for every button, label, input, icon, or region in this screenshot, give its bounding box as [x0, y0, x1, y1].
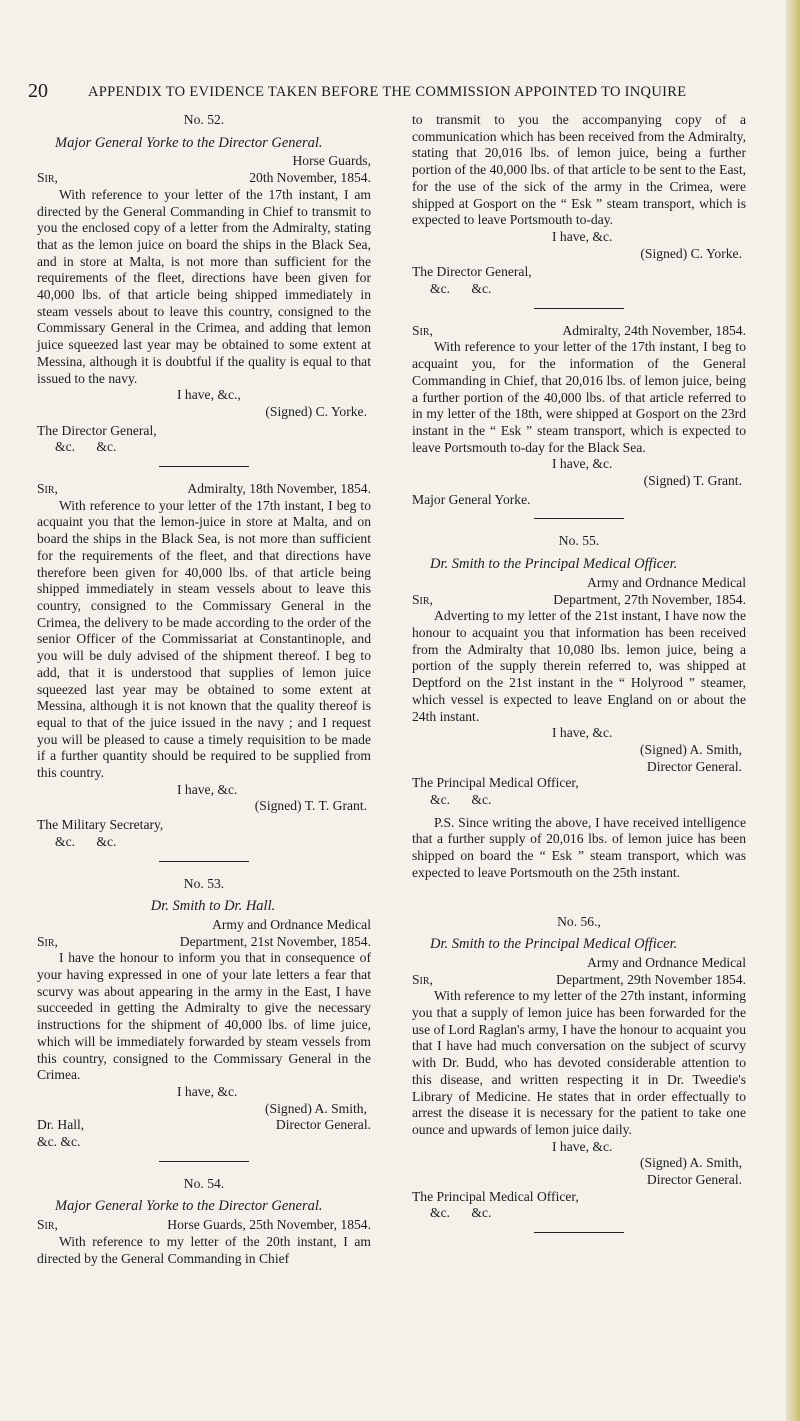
- closing: I have, &c.: [177, 1083, 238, 1099]
- letter-heading-55: [412, 592, 746, 609]
- letter-title-56: Dr. Smith to the Principal Medical Officer.: [430, 936, 678, 953]
- salutation: Sir,: [37, 481, 58, 497]
- right-column: [412, 112, 746, 1247]
- letter-heading-admiralty: [37, 481, 371, 498]
- letter-place-52: Horse Guards,: [292, 153, 371, 169]
- addressee: Major General Yorke.: [412, 491, 531, 507]
- addressee: Dr. Hall,: [37, 1117, 85, 1133]
- divider: [159, 466, 249, 467]
- etc-line: &c. &c.: [55, 439, 117, 455]
- letter-place-55: Army and Ordnance Medical: [587, 574, 746, 590]
- closing: I have, &c.,: [177, 387, 241, 403]
- closing: I have, &c.: [552, 1138, 613, 1154]
- etc-line: &c. &c.: [37, 1134, 81, 1150]
- salutation: Sir,: [37, 170, 58, 186]
- page-header: [28, 80, 768, 104]
- salutation: Sir,: [37, 1217, 58, 1233]
- letter-body-admiralty: With reference to your letter of the 17th instant, I beg to acquaint you that the lemon-juice in store at Malta, and on board the ships in the Black Sea, is not more than sufficient for the requirements of the fleet, and that directions have therefore been given for 40,000 lbs. of that article being shipped immediately in steam vessels about to leave this country, consigned to the Commissary General in the Crimea, the delivery to be made according to the order of the senior Officer of the Commissariat at Constantinople, and you will be duly advised of the shipment thereof. I beg to add, that it is understood that supplies of lemon juice squeezed last year may be obtained to some extent at Messina, although it is not known that the quality thereof is equal to that of the juice issued in the navy ; and I request you will be pleased to cause a timely requisition to be made if a further quantity should be required to be supplied from this country.: [37, 497, 371, 781]
- signatory-title: Director General.: [646, 758, 742, 774]
- letter-date: Department, 27th November, 1854.: [553, 591, 746, 607]
- postscript: P.S. Since writing the above, I have received intelligence that a further supply of 20,016 lbs. of lemon juice has been shipped on board the “ Esk ” steam transport, which was expected to leave Portsmouth on the 25th instant.: [412, 814, 746, 880]
- closing: I have, &c.: [552, 725, 613, 741]
- addressee: The Military Secretary,: [37, 817, 164, 833]
- etc-line: &c. &c.: [55, 833, 117, 849]
- addressee-line: [37, 1117, 371, 1134]
- salutation: Sir,: [412, 591, 433, 607]
- letter-heading-53: [37, 934, 371, 951]
- letter-title-55: Dr. Smith to the Principal Medical Officer.: [430, 556, 678, 573]
- letter-number-55: No. 55.: [558, 533, 600, 549]
- letter-number-56: No. 56.,: [557, 913, 601, 929]
- letter-place-53: Army and Ordnance Medical: [212, 916, 371, 932]
- salutation: Sir,: [412, 971, 433, 987]
- letter-heading-52: [37, 170, 371, 187]
- divider: [159, 861, 249, 862]
- letter-body-55: Adverting to my letter of the 21st instant, I have now the honour to acquaint you that information has been received from the Admiralty that 10,080 lbs. lemon juice, being a portion of the supply therein referred to, was shipped at Deptford on the 21st instant in the “ Holyrood ” steamer, which vessel is expected to leave England on or about the 24th instant.: [412, 608, 746, 724]
- signature: (Signed) T. Grant.: [643, 473, 742, 489]
- letter-body-53: I have the honour to inform you that in consequence of your having expressed in one of your late letters a fear that scurvy was about appearing in the army in the East, I have succeeded in getting the Admiralty to give the necessary instructions for the shipment of 40,000 lbs. of lime juice, which will be immediately forwarded by steam vessels from this country, consigned to the Commissary General in the Crimea.: [37, 950, 371, 1083]
- letter-date: Horse Guards, 25th November, 1854.: [167, 1217, 371, 1233]
- letter-title-53: Dr. Smith to Dr. Hall.: [150, 898, 276, 915]
- closing: I have, &c.: [177, 781, 238, 797]
- signatory-title: Director General.: [275, 1117, 371, 1133]
- closing: I have, &c.: [552, 228, 613, 244]
- page-edge: [786, 0, 800, 1421]
- divider: [159, 1161, 249, 1162]
- letter-body-54-continued: to transmit to you the accompanying copy of a communication which has been received from the Admiralty, stating that 20,016 lbs. of lemon juice, being a further portion of the 40,000 lbs. of that article to be sent to the East, for the use of the sick of the army in the Crimea, were shipped at Gosport on the “ Esk ” steam transport, which is expected to leave Portsmouth to-day.: [412, 112, 746, 228]
- letter-body-54: With reference to my letter of the 20th instant, I am directed by the General Commanding in Chief: [37, 1233, 371, 1266]
- signatory-title: Director General.: [646, 1172, 742, 1188]
- divider: [534, 518, 624, 519]
- salutation: Sir,: [37, 933, 58, 949]
- letter-heading-56: [412, 972, 746, 989]
- addressee: The Principal Medical Officer,: [412, 775, 579, 791]
- letter-date: Admiralty, 24th November, 1854.: [562, 322, 746, 338]
- letter-title-52: Major General Yorke to the Director General.: [55, 134, 323, 151]
- divider: [534, 1232, 624, 1233]
- letter-date: Department, 29th November 1854.: [556, 971, 746, 987]
- etc-line: &c. &c.: [430, 281, 492, 297]
- divider: [534, 308, 624, 309]
- etc-line: &c. &c.: [430, 792, 492, 808]
- signature: (Signed) C. Yorke.: [640, 245, 742, 261]
- letter-heading-admiralty-2: [412, 323, 746, 340]
- letter-date: Department, 21st November, 1854.: [179, 933, 371, 949]
- letter-number-53: No. 53.: [183, 875, 225, 891]
- left-column: [37, 112, 371, 1267]
- letter-body-52: With reference to your letter of the 17th instant, I am directed by the General Commanding in Chief to transmit to you the enclosed copy of a letter from the Admiralty, stating that as the lemon juice on board the ships in the Black Sea, and in store at Malta, is not more than sufficient for the requirements of the fleet, directions have been given for 40,000 lbs. of that article being shipped immediately in steam vessels about to leave this country, consigned to the Commissary General in the Crimea, and adding that lemon juice squeezed last year may be obtained to some extent at Messina, although it is doubtful if the quality is equal to that issued to the navy.: [37, 186, 371, 386]
- salutation: Sir,: [412, 322, 433, 338]
- signature: (Signed) A. Smith,: [265, 1100, 367, 1116]
- closing: I have, &c.: [552, 456, 613, 472]
- signature: (Signed) A. Smith,: [640, 741, 742, 757]
- letter-number-54: No. 54.: [183, 1175, 225, 1191]
- signature: (Signed) C. Yorke.: [265, 403, 367, 419]
- addressee: The Director General,: [37, 422, 157, 438]
- running-head: APPENDIX TO EVIDENCE TAKEN BEFORE THE COMMISSION APPOINTED TO INQUIRE: [88, 84, 687, 100]
- letter-body-56: With reference to my letter of the 27th instant, informing you that a supply of lemon juice has been forwarded for the use of Lord Raglan's army, I have the honour to acquaint you that I have had much conversation on the subject of scurvy with Dr. Budd, who has devoted considerable attention to this disease, and written respecting it in Dr. Tweedie's Library of Medicine. He states that in order effectually to arrest the disease it is necessary for the patient to take one ounce and upwards of lemon juice daily.: [412, 988, 746, 1137]
- letter-title-54: Major General Yorke to the Director General.: [55, 1198, 323, 1215]
- letter-heading-54: [37, 1217, 371, 1234]
- letter-date: Admiralty, 18th November, 1854.: [187, 481, 371, 497]
- addressee: The Principal Medical Officer,: [412, 1188, 579, 1204]
- signature: (Signed) A. Smith,: [640, 1155, 742, 1171]
- addressee: The Director General,: [412, 264, 532, 280]
- etc-line: &c. &c.: [430, 1205, 492, 1221]
- signature: (Signed) T. T. Grant.: [254, 798, 367, 814]
- letter-number-52: No. 52.: [183, 112, 225, 127]
- page-number: 20: [28, 80, 48, 102]
- letter-body-admiralty-2: With reference to your letter of the 17th instant, I beg to acquaint you, for the information of the General Commanding in Chief, that 20,016 lbs. of lemon juice, being a further portion of the 40,000 lbs. of that article referred to in my letter of the 18th, were shipped at Gosport on the 23rd instant in the “ Esk ” steam transport, which is expected to leave Portsmouth to-day for the Black Sea.: [412, 339, 746, 455]
- letter-date: 20th November, 1854.: [249, 170, 371, 186]
- letter-place-56: Army and Ordnance Medical: [587, 954, 746, 970]
